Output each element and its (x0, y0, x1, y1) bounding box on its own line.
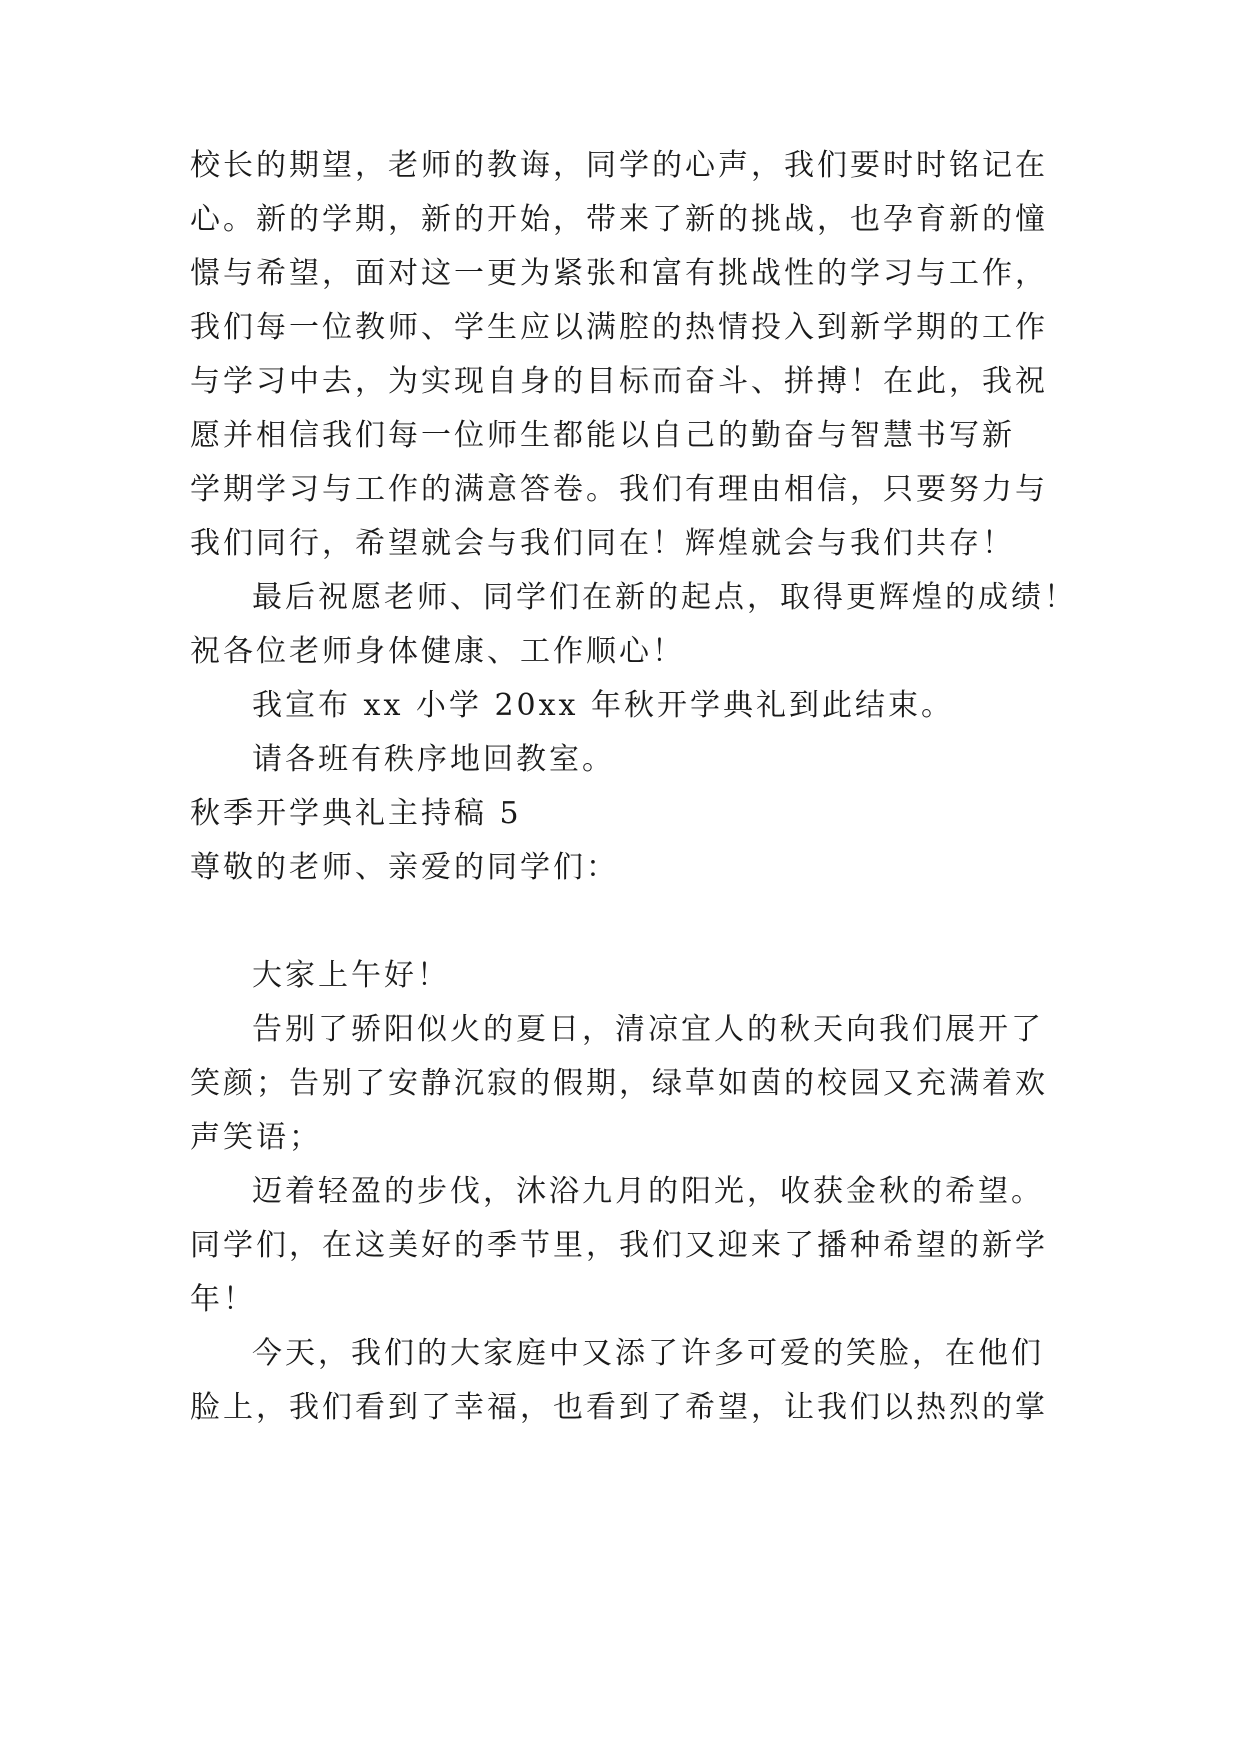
text-line: 心。新的学期，新的开始，带来了新的挑战，也孕育新的憧 (190, 202, 1048, 237)
greeting: 大家上午好！ (252, 958, 450, 993)
salutation: 尊敬的老师、亲爱的同学们： (190, 850, 619, 885)
text-line: 憬与希望，面对这一更为紧张和富有挑战性的学习与工作， (190, 256, 1048, 291)
text-line: 声笑语； (190, 1120, 322, 1155)
text-line: 笑颜；告别了安静沉寂的假期，绿草如茵的校园又充满着欢 (190, 1066, 1048, 1101)
section-title: 秋季开学典礼主持稿 5 (190, 796, 522, 831)
text-line: 校长的期望，老师的教诲，同学的心声，我们要时时铭记在 (190, 148, 1048, 183)
paragraph-first-line: 我宣布 xx 小学 20xx 年秋开学典礼到此结束。 (252, 688, 954, 723)
text-line: 愿并相信我们每一位师生都能以自己的勤奋与智慧书写新 (190, 418, 1015, 453)
text-line: 同学们，在这美好的季节里，我们又迎来了播种希望的新学 (190, 1228, 1048, 1263)
text-line: 学期学习与工作的满意答卷。我们有理由相信，只要努力与 (190, 472, 1048, 507)
paragraph-first-line: 最后祝愿老师、同学们在新的起点，取得更辉煌的成绩！ (252, 580, 1077, 615)
text-line: 祝各位老师身体健康、工作顺心！ (190, 634, 685, 669)
paragraph-first-line: 今天，我们的大家庭中又添了许多可爱的笑脸，在他们 (252, 1336, 1044, 1371)
text-line: 脸上，我们看到了幸福，也看到了希望，让我们以热烈的掌 (190, 1390, 1048, 1425)
paragraph-first-line: 迈着轻盈的步伐，沐浴九月的阳光，收获金秋的希望。 (252, 1174, 1044, 1209)
paragraph-first-line: 告别了骄阳似火的夏日，清凉宜人的秋天向我们展开了 (252, 1012, 1044, 1047)
text-line: 年！ (190, 1282, 256, 1317)
text-line: 与学习中去，为实现自身的目标而奋斗、拼搏！在此，我祝 (190, 364, 1048, 399)
text-line: 我们每一位教师、学生应以满腔的热情投入到新学期的工作 (190, 310, 1048, 345)
text-line: 我们同行，希望就会与我们同在！辉煌就会与我们共存！ (190, 526, 1015, 561)
paragraph-first-line: 请各班有秩序地回教室。 (252, 742, 615, 777)
